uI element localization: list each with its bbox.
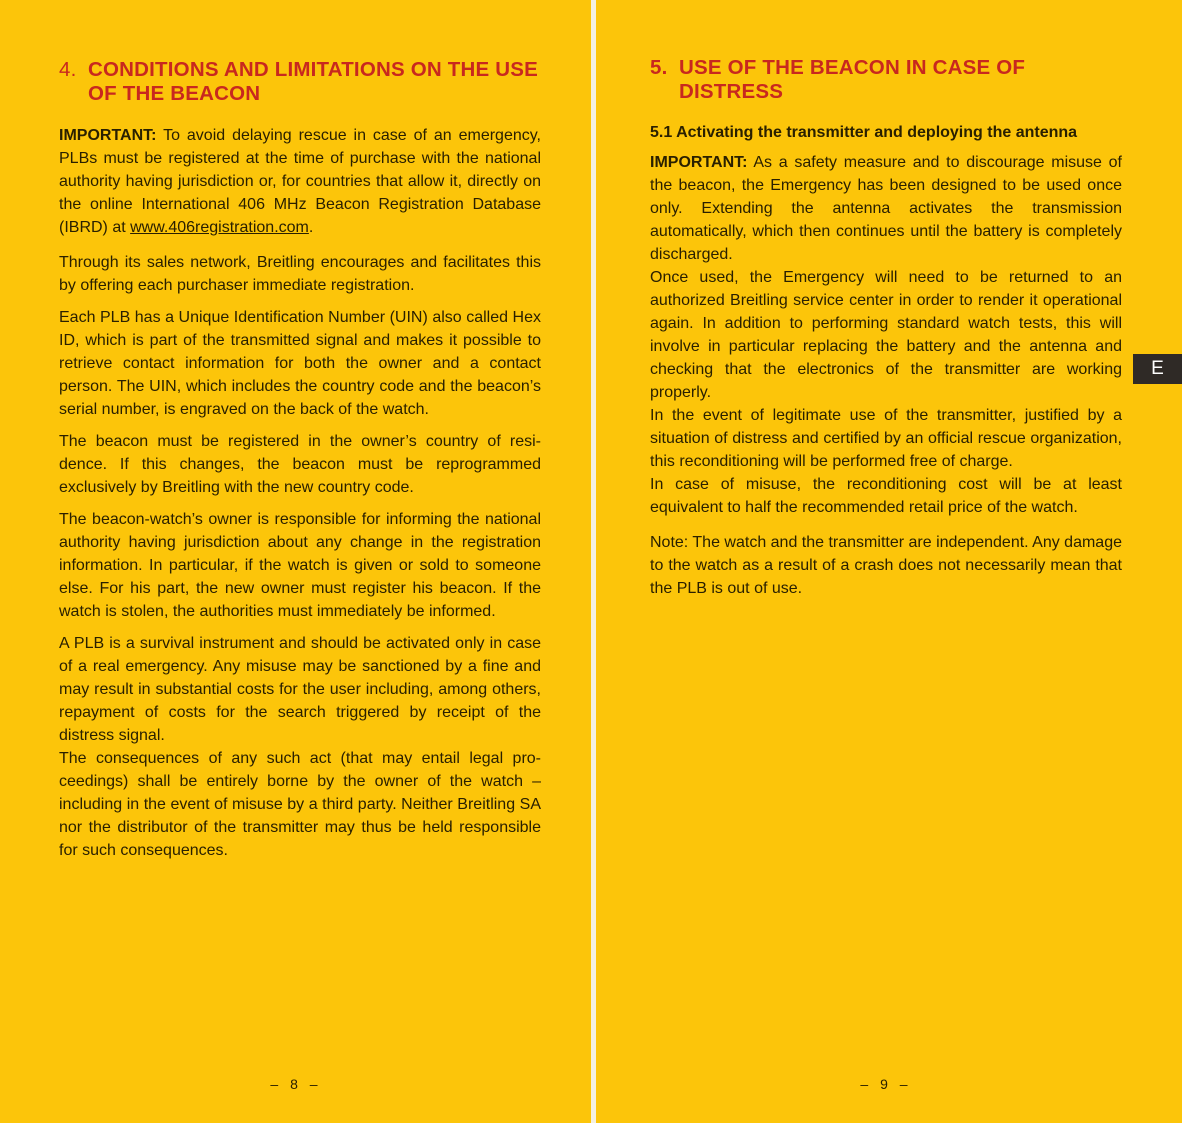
section-5-title: USE OF THE BEACON IN CASE OF DISTRESS <box>679 56 1026 103</box>
section-5-number: 5. <box>650 56 668 79</box>
section-4-heading <box>59 58 541 106</box>
residence-paragraph: The beacon must be registered in the owner’s country of resi-dence. If this changes, the beacon must be reprogrammed exclusively by Breitling with the new country code. <box>59 433 541 496</box>
section-4-number: 4. <box>59 58 77 81</box>
language-tab-english: E <box>1133 354 1182 384</box>
uin-paragraph: Each PLB has a Unique Identification Number (UIN) also called Hex ID, which is part of the transmitted signal and makes it possible to retrieve contact information for both the owner and a contact person. The UIN, which includes the country code and the beacon’s serial number, is engraved on the back of the watch. <box>59 309 541 418</box>
page-number-8: – 8 – <box>270 1076 322 1092</box>
legitimate-use-paragraph: In the event of legitimate use of the transmitter, justified by a situation of distress and certified by an official rescue organization, this reconditioning will be performed free of charge. <box>650 407 1122 470</box>
consequences-paragraph: The consequences of any such act (that may entail legal pro-ceedings) shall be entirely borne by the owner of the watch – including in the event of misuse by a third party. Neither Breitling SA nor the distributor of the transmitter may thus be held responsible for such consequences. <box>59 750 541 859</box>
subsection-5-1-heading: 5.1 Activating the transmitter and deploying the antenna <box>650 124 1078 141</box>
misuse-cost-paragraph: In case of misuse, the reconditioning cost will be at least equivalent to half the recommended retail price of the watch. <box>650 476 1122 516</box>
note-paragraph: Note: The watch and the transmitter are independent. Any damage to the watch as a result of a crash does not necessarily mean that the PLB is out of use. <box>650 534 1122 597</box>
page-number-9: – 9 – <box>860 1076 912 1092</box>
section-4-title: CONDITIONS AND LIMITATIONS ON THE USE OF THE BEACON <box>88 58 539 105</box>
registration-link[interactable]: www.406registration.com <box>130 219 309 236</box>
right-page <box>596 0 1182 1123</box>
important-end: . <box>308 219 314 236</box>
sales-network-paragraph: Through its sales network, Breitling encourages and facilitates this by offering each purchaser immediate registration. <box>59 254 541 294</box>
important-registration-paragraph <box>59 124 541 239</box>
survival-instrument-paragraph: A PLB is a survival instrument and should be activated only in case of a real emergency. Any misuse may be sanctioned by a fine and may result in substantial costs for the user including, among others, repayment of costs for the search triggered by receipt of the distress signal. <box>59 635 541 744</box>
important-text: As a safety measure and to discourage misuse of the beacon, the Emergency has been designed to be used once only. Extending the antenna activates the transmission automatically, which then continues until the battery is completely discharged. <box>650 154 1122 263</box>
service-center-paragraph: Once used, the Emergency will need to be returned to an authorized Breitling service center in order to render it operational again. In addition to performing standard watch tests, this will involve in particular replacing the battery and the antenna and checking that the electronics of the transmitter are working properly. <box>650 269 1122 401</box>
owner-responsibility-paragraph: The beacon-watch’s owner is responsible for informing the national authority having jurisdiction about any change in the registration information. In particular, if the watch is given or sold to someone else. For his part, the new owner must register his beacon. If the watch is stolen, the authorities must immediately be informed. <box>59 511 541 620</box>
important-single-use-paragraph <box>650 151 1122 266</box>
important-label: IMPORTANT: <box>650 154 748 171</box>
section-5-heading <box>650 56 1122 104</box>
important-label: IMPORTANT: <box>59 127 157 144</box>
important-text: To avoid delaying rescue in case of an emergency, PLBs must be registered at the time of purchase with the national authority having jurisdiction or, for countries that allow it, directly on the online International 406 MHz Beacon Registration Database (IBRD) at <box>59 127 541 236</box>
